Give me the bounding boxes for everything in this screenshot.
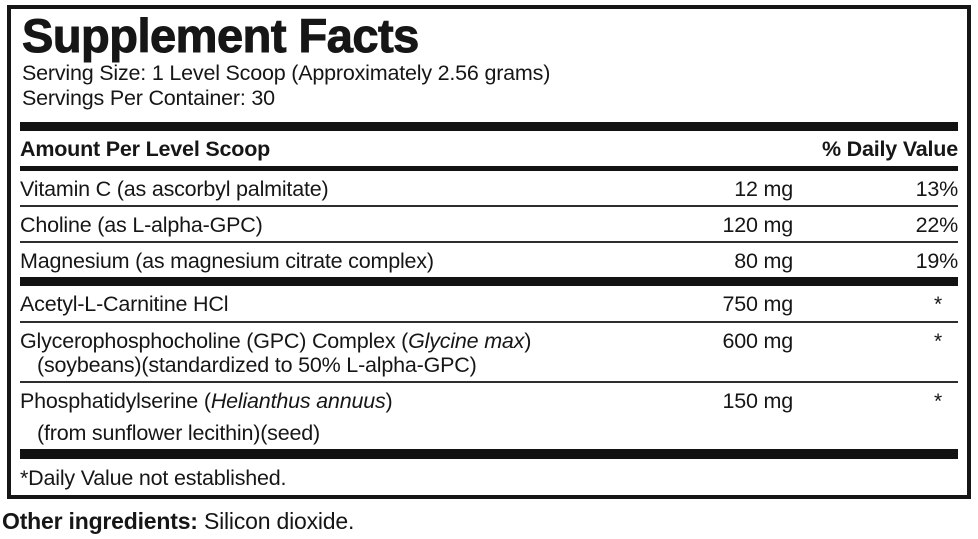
botanical-name: Helianthus annuus	[210, 389, 386, 413]
nutrient-amount: 750 mg	[722, 292, 793, 316]
nutrient-amount: 600 mg	[722, 329, 793, 353]
servings-per-container-text: Servings Per Container: 30	[22, 86, 275, 110]
nutrient-daily-value: *	[934, 390, 942, 413]
nutrient-name	[20, 329, 623, 377]
nutrient-amount: 120 mg	[722, 213, 793, 237]
daily-value-header-label: % Daily Value	[821, 137, 958, 161]
section-separator-bar	[20, 277, 958, 286]
footnote-text: *Daily Value not established.	[20, 466, 287, 490]
nutrient-row-magnesium	[20, 243, 958, 277]
nutrient-amount: 150 mg	[722, 389, 793, 413]
nutrient-name: Acetyl-L-Carnitine HCl	[20, 292, 229, 316]
nutrient-name	[20, 389, 623, 445]
facts-header-row	[20, 131, 958, 166]
nutrient-name-line1: Glycerophosphocholine (GPC) Complex (Glycine max)	[20, 329, 532, 353]
top-separator-bar	[20, 122, 958, 131]
nutrient-name-line2: (from sunflower lecithin)(seed)	[37, 421, 320, 445]
nutrient-daily-value: 13%	[915, 177, 958, 201]
nutrient-row-gpc-complex	[20, 323, 958, 383]
nutrient-amount: 80 mg	[734, 249, 793, 273]
amount-header-label: Amount Per Level Scoop	[20, 137, 271, 161]
supplement-facts-panel	[7, 5, 971, 499]
nutrient-daily-value: 19%	[915, 249, 958, 273]
serving-size-text: Serving Size: 1 Level Scoop (Approximately 2.56 grams)	[22, 61, 551, 85]
other-ingredients-value: Silicon dioxide.	[197, 508, 355, 534]
nutrient-row-phosphatidylserine	[20, 383, 958, 449]
nutrient-name: Vitamin C (as ascorbyl palmitate)	[20, 177, 329, 201]
nutrient-name: Magnesium (as magnesium citrate complex)	[20, 249, 434, 273]
nutrient-daily-value: *	[934, 293, 942, 316]
footnote-separator-bar	[20, 449, 958, 459]
nutrient-name-line2: (soybeans)(standardized to 50% L-alpha-GPC)	[37, 353, 477, 377]
nutrient-daily-value: 22%	[915, 213, 958, 237]
nutrient-row-vitamin-c	[20, 171, 958, 207]
nutrient-daily-value: *	[934, 330, 942, 353]
other-ingredients-line	[2, 508, 978, 535]
nutrient-row-choline	[20, 207, 958, 243]
nutrient-amount: 12 mg	[734, 177, 793, 201]
other-ingredients-label: Other ingredients:	[2, 508, 198, 534]
nutrient-name-line1: Phosphatidylserine (Helianthus annuus)	[20, 389, 393, 413]
nutrient-row-acetyl-l-carnitine	[20, 286, 958, 323]
botanical-name: Glycine max	[408, 329, 525, 353]
nutrient-name: Choline (as L-alpha-GPC)	[20, 213, 263, 237]
panel-title: Supplement Facts	[22, 9, 419, 62]
